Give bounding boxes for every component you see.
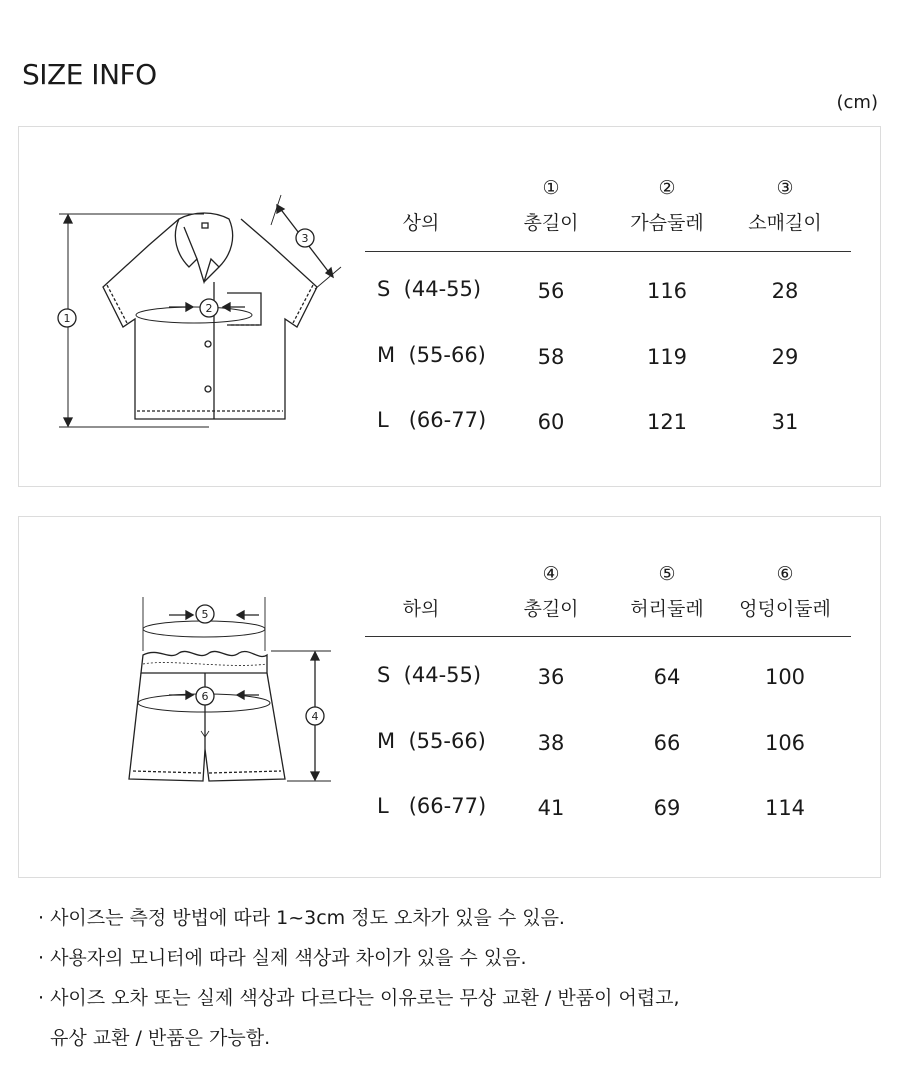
table-cell: 64	[653, 665, 681, 689]
size-label: L (66-77)	[377, 794, 487, 818]
table-cell: 38	[537, 731, 565, 755]
table-header-number: ④	[542, 563, 560, 585]
note-item: · 사용자의 모니터에 따라 실제 색상과 차이가 있을 수 있음.	[38, 947, 527, 969]
table-divider	[365, 251, 851, 252]
table-cell: 100	[764, 665, 806, 689]
figure-marker-6: 6	[201, 690, 209, 703]
figure-marker-5: 5	[201, 608, 209, 621]
size-label: S (44-55)	[377, 663, 482, 687]
note-item-continued: 유상 교환 / 반품은 가능함.	[50, 1027, 271, 1049]
table-cell: 29	[771, 345, 799, 369]
table-header-number: ①	[542, 177, 560, 199]
table-header-number: ②	[658, 177, 676, 199]
table-header-number: ⑤	[658, 563, 676, 585]
figure-marker-3: 3	[301, 232, 309, 245]
table-cell: 119	[646, 345, 688, 369]
table-cell: 60	[537, 410, 565, 434]
top-size-table	[365, 127, 851, 486]
bottom-size-table	[365, 517, 851, 877]
figure-marker-1: 1	[63, 312, 71, 325]
size-label: S (44-55)	[377, 277, 482, 301]
table-header-label: 상의	[402, 212, 440, 234]
table-header-label: 총길이	[523, 212, 579, 234]
note-item: · 사이즈는 측정 방법에 따라 1~3cm 정도 오차가 있을 수 있음.	[38, 907, 565, 929]
table-cell: 116	[646, 279, 688, 303]
figure-marker-4: 4	[311, 710, 319, 723]
table-header-label: 하의	[402, 598, 440, 620]
note-item: · 사이즈 오차 또는 실제 색상과 다르다는 이유로는 무상 교환 / 반품이 어렵고,	[38, 987, 680, 1009]
table-cell: 66	[653, 731, 681, 755]
size-label: L (66-77)	[377, 408, 487, 432]
table-cell: 28	[771, 279, 799, 303]
shirt-diagram	[19, 127, 365, 488]
page-title: SIZE INFO	[22, 58, 157, 91]
table-header-label: 허리둘레	[630, 598, 704, 620]
bottom-size-panel	[18, 516, 881, 878]
top-size-panel	[18, 126, 881, 487]
table-header-label: 엉덩이둘레	[739, 598, 831, 620]
table-cell: 106	[764, 731, 806, 755]
table-header-label: 소매길이	[748, 212, 822, 234]
table-header-label: 총길이	[523, 598, 579, 620]
table-cell: 36	[537, 665, 565, 689]
unit-label: (cm)	[836, 92, 878, 113]
size-label: M (55-66)	[377, 729, 486, 753]
table-cell: 41	[537, 796, 565, 820]
table-cell: 56	[537, 279, 565, 303]
table-cell: 31	[771, 410, 799, 434]
table-cell: 69	[653, 796, 681, 820]
table-cell: 114	[764, 796, 806, 820]
table-cell: 58	[537, 345, 565, 369]
table-cell: 121	[646, 410, 688, 434]
shorts-diagram	[19, 517, 365, 879]
size-notes	[38, 898, 878, 1058]
figure-marker-2: 2	[205, 302, 213, 315]
size-label: M (55-66)	[377, 343, 486, 367]
table-header-label: 가슴둘레	[630, 212, 704, 234]
table-header-number: ⑥	[776, 563, 794, 585]
table-divider	[365, 636, 851, 637]
table-header-number: ③	[776, 177, 794, 199]
